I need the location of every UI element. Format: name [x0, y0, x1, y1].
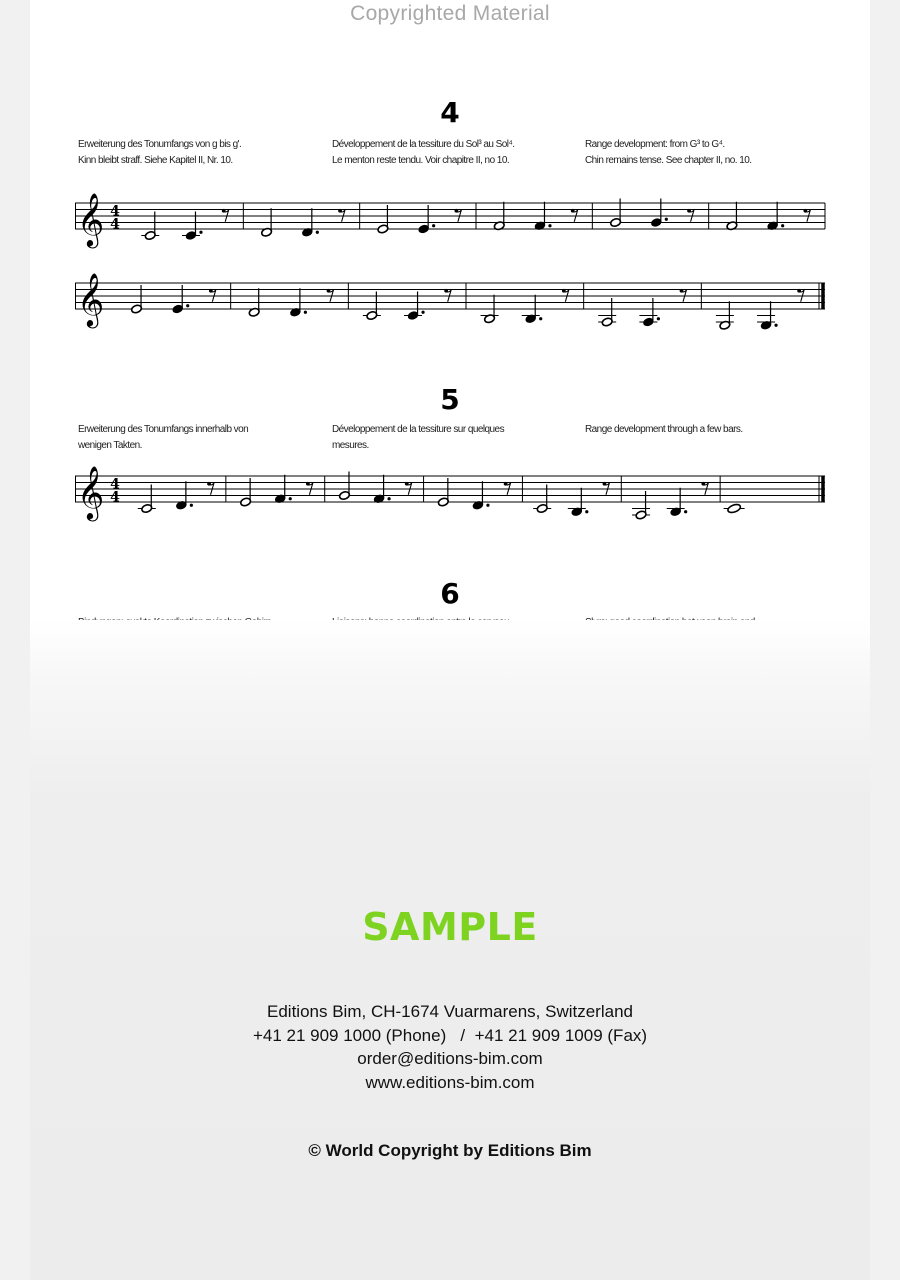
treble-clef: 𝄞	[77, 465, 105, 519]
treble-clef: 𝄞	[77, 192, 105, 246]
augmentation-dot	[186, 304, 189, 307]
augmentation-dot	[199, 231, 202, 234]
exercise-5-text-en	[585, 422, 825, 438]
publisher-address: Editions Bim, CH-1674 Vuarmarens, Switzerland	[267, 1002, 633, 1021]
music-staff-exercise-4-line-1	[75, 185, 825, 265]
augmentation-dot	[421, 311, 424, 314]
eighth-rest	[207, 482, 214, 495]
whole-note	[724, 503, 745, 514]
sample-overlay	[30, 620, 870, 1280]
eighth-rest	[444, 289, 451, 302]
text-line: wenigen Takten.	[78, 440, 142, 451]
exercise-5-text-de	[78, 422, 318, 454]
augmentation-dot	[432, 224, 435, 227]
copyright-watermark: Copyrighted Material	[350, 2, 550, 25]
time-signature-numerator: 4	[110, 476, 120, 493]
text-line: Range development: from G³ to G⁴.	[585, 139, 725, 150]
treble-clef: 𝄞	[77, 272, 105, 326]
exercise-5-text-fr	[332, 422, 572, 454]
eighth-rest	[687, 209, 694, 222]
half-note	[716, 301, 734, 330]
eighth-rest	[454, 209, 461, 222]
copyright-notice: © World Copyright by Editions Bim	[308, 1141, 592, 1160]
publisher-email: order@editions-bim.com	[357, 1049, 543, 1068]
dotted-quarter-note	[757, 301, 778, 330]
eighth-rest	[571, 209, 578, 222]
publisher-contact	[30, 1000, 870, 1094]
eighth-rest	[797, 289, 804, 302]
sample-label: SAMPLE	[362, 905, 538, 949]
note-head	[727, 503, 742, 514]
augmentation-dot	[774, 324, 777, 327]
text-line: Range development through a few bars.	[585, 424, 743, 435]
time-signature-denominator: 4	[110, 216, 120, 233]
text-line: Erweiterung des Tonumfangs von g bis g'.	[78, 139, 242, 150]
publisher-website: www.editions-bim.com	[365, 1072, 535, 1092]
eighth-rest	[222, 209, 229, 222]
text-line: Développement de la tessiture sur quelques	[332, 424, 505, 435]
publisher-phone: +41 21 909 1000 (Phone) / +41 21 909 1009 (Fax)	[252, 1025, 648, 1045]
score-page	[30, 0, 870, 1280]
eighth-rest	[680, 289, 687, 302]
time-signature-denominator: 4	[110, 489, 120, 506]
text-line: mesures.	[332, 440, 369, 451]
time-signature-numerator: 4	[110, 203, 120, 220]
text-line: Erweiterung des Tonumfangs innerhalb von	[78, 424, 249, 435]
exercise-4-number: 4	[440, 96, 460, 129]
augmentation-dot	[190, 504, 193, 507]
exercise-5-number: 5	[440, 383, 460, 416]
eighth-rest	[405, 482, 412, 495]
eighth-rest	[562, 289, 569, 302]
augmentation-dot	[486, 504, 489, 507]
music-staff-exercise-5	[75, 458, 825, 538]
music-staff-exercise-4-line-2	[75, 265, 825, 345]
augmentation-dot	[684, 510, 687, 513]
augmentation-dot	[781, 224, 784, 227]
eighth-rest	[701, 482, 708, 495]
eighth-rest	[803, 209, 810, 222]
eighth-rest	[306, 482, 313, 495]
augmentation-dot	[665, 218, 668, 221]
eighth-rest	[209, 289, 216, 302]
augmentation-dot	[289, 497, 292, 500]
eighth-rest	[504, 482, 511, 495]
augmentation-dot	[548, 224, 551, 227]
augmentation-dot	[387, 497, 390, 500]
exercise-4-text-en	[585, 137, 825, 169]
exercise-4-text-fr	[332, 137, 572, 169]
augmentation-dot	[304, 311, 307, 314]
exercise-6-number: 6	[440, 577, 460, 610]
augmentation-dot	[539, 317, 542, 320]
augmentation-dot	[316, 231, 319, 234]
eighth-rest	[338, 209, 345, 222]
augmentation-dot	[657, 317, 660, 320]
eighth-rest	[327, 289, 334, 302]
eighth-rest	[603, 482, 610, 495]
text-line: Développement de la tessiture du Sol³ au Sol⁴.	[332, 139, 515, 150]
text-line: Kinn bleibt straff. Siehe Kapitel II, Nr. 10.	[78, 155, 233, 166]
text-line: Le menton reste tendu. Voir chapitre II, no 10.	[332, 155, 510, 166]
text-line: Chin remains tense. See chapter II, no. 10.	[585, 155, 752, 166]
exercise-4-text-de	[78, 137, 318, 169]
augmentation-dot	[585, 510, 588, 513]
